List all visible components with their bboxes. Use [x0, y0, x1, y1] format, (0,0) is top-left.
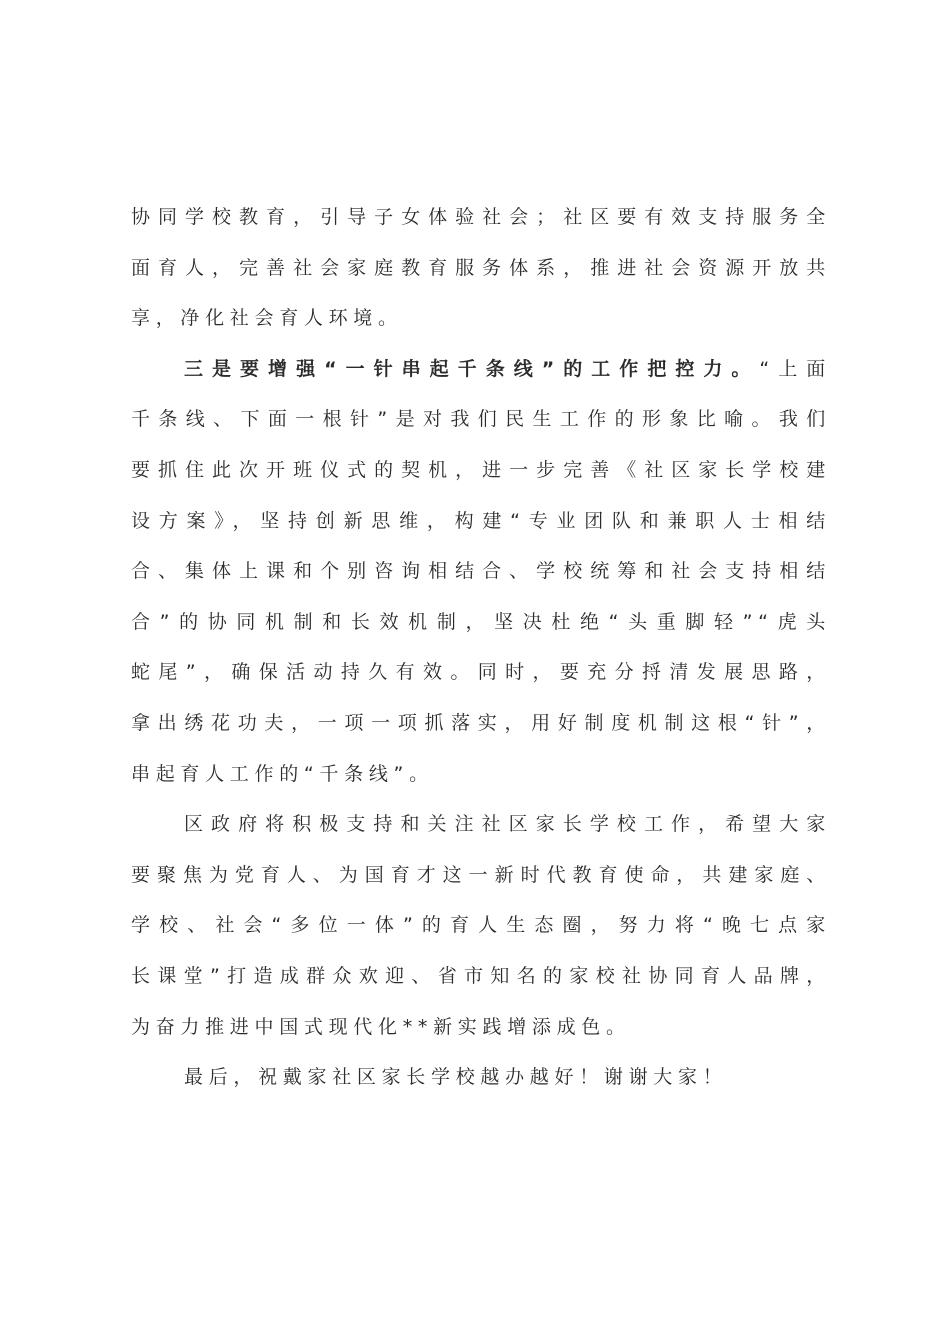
paragraph-line: 设方案》，坚持创新思维，构建“专业团队和兼职人士相结 [131, 509, 831, 532]
paragraph-line: 要聚焦为党育人、为国育才这一新时代教育使命，共建家庭、 [131, 863, 831, 886]
paragraph-line: 蛇尾”，确保活动持久有效。同时，要充分捋清发展思路， [131, 661, 831, 684]
paragraph-line: 串起育人工作的“千条线”。 [131, 762, 434, 785]
paragraph-first-line-rest: “上面 [759, 357, 831, 380]
paragraph-line: 要抓住此次开班仪式的契机，进一步完善《社区家长学校建 [131, 458, 831, 481]
paragraph-line: 为奋力推进中国式现代化**新实践增添成色。 [131, 1015, 631, 1038]
paragraph-line: 最后，祝戴家社区家长学校越办越好！谢谢大家！ [184, 1066, 728, 1089]
paragraph-heading-bold: 三是要增强“一针串起千条线”的工作把控力。 [184, 357, 760, 380]
paragraph-line: 学校、社会“多位一体”的育人生态圈，努力将“晚七点家 [131, 914, 831, 937]
paragraph-first-line [131, 344, 831, 395]
paragraph-line: 合、集体上课和个别咨询相结合、学校统筹和社会支持相结 [131, 560, 831, 583]
paragraph-line: 拿出绣花功夫，一项一项抓落实，用好制度机制这根“针”， [131, 711, 831, 734]
paragraph-line: 面育人，完善社会家庭教育服务体系，推进社会资源开放共 [131, 256, 831, 279]
paragraph-line: 享，净化社会育人环境。 [131, 307, 403, 330]
paragraph-2 [131, 344, 831, 799]
paragraph-line: 千条线、下面一根针”是对我们民生工作的形象比喻。我们 [131, 408, 831, 431]
paragraph-line: 长课堂”打造成群众欢迎、省市知名的家校社协同育人品牌， [131, 964, 831, 987]
paragraph-1 [131, 192, 831, 344]
paragraph-3 [131, 799, 831, 1052]
paragraph-line: 合”的协同机制和长效机制，坚决杜绝“头重脚轻”“虎头 [131, 610, 831, 633]
paragraph-4 [131, 1052, 831, 1103]
document-body [131, 192, 831, 1103]
paragraph-line: 区政府将积极支持和关注社区家长学校工作，希望大家 [184, 813, 831, 836]
paragraph-line: 协同学校教育，引导子女体验社会；社区要有效支持服务全 [131, 206, 831, 228]
